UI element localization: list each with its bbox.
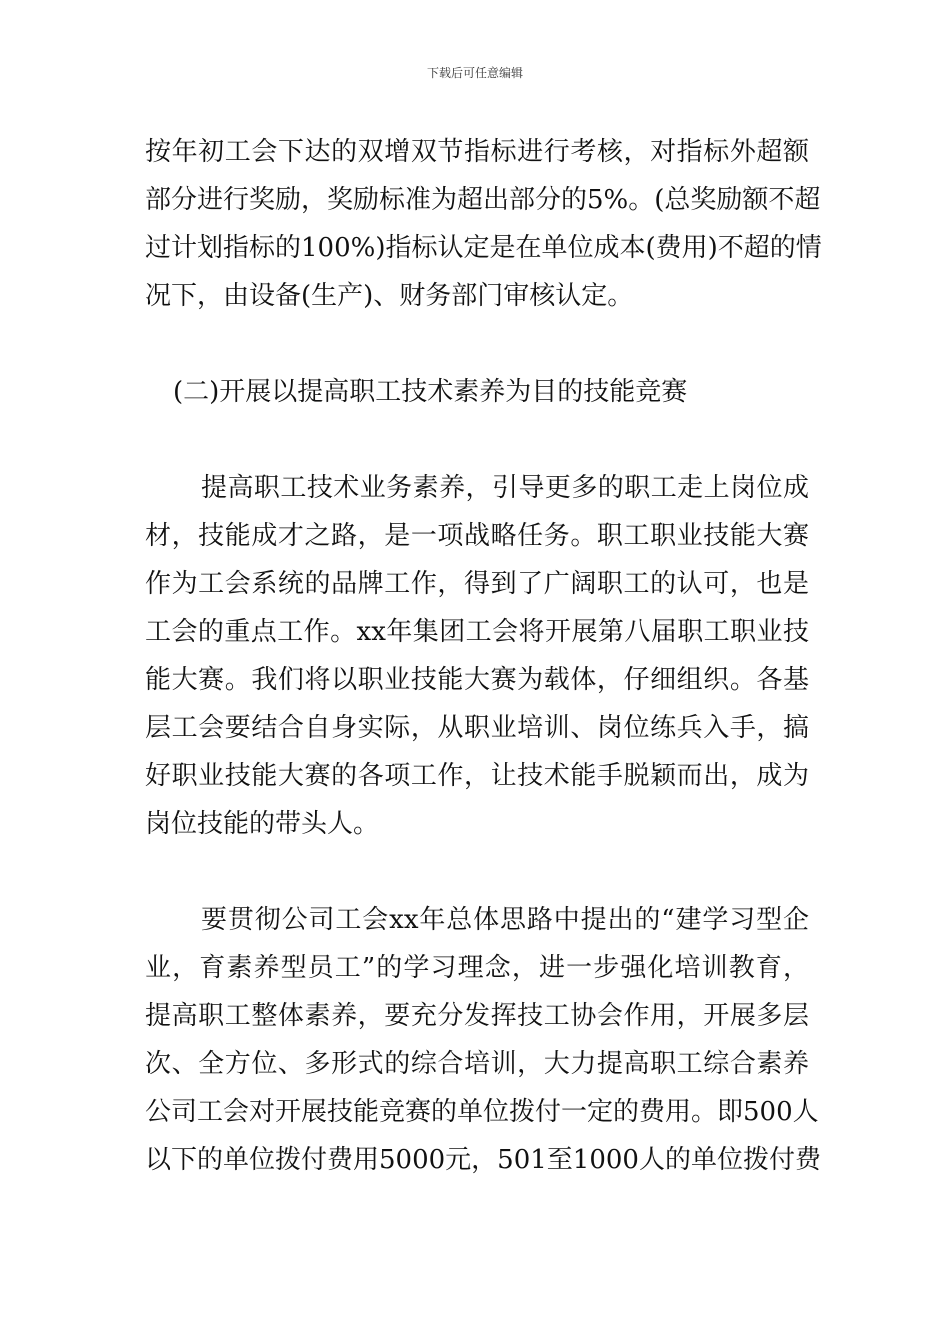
document-body — [145, 128, 822, 1184]
paragraph-2 — [145, 464, 809, 848]
text-line: 能大赛。我们将以职业技能大赛为载体，仔细组织。各基 — [145, 665, 809, 695]
text-line: 提高职工整体素养，要充分发挥技工协会作用，开展多层 — [145, 1001, 809, 1031]
paragraph-1 — [145, 128, 822, 320]
text-line: 业，育素养型员工”的学习理念，进一步强化培训教育， — [145, 953, 809, 983]
text-line: 工会的重点工作。xx年集团工会将开展第八届职工职业技 — [145, 617, 809, 647]
text-line: 要贯彻公司工会xx年总体思路中提出的“建学习型企 — [201, 905, 809, 935]
section-heading — [145, 368, 809, 416]
paragraph-gap — [145, 848, 809, 896]
text-line: 按年初工会下达的双增双节指标进行考核，对指标外超额 — [145, 137, 809, 167]
text-line: 提高职工技术业务素养，引导更多的职工走上岗位成 — [201, 473, 809, 503]
text-line: 好职业技能大赛的各项工作，让技术能手脱颖而出，成为 — [145, 761, 809, 791]
paragraph-3 — [145, 896, 821, 1184]
page-header: 下载后可任意编辑 — [426, 66, 523, 80]
text-line: 岗位技能的带头人。 — [145, 809, 380, 839]
text-line: 公司工会对开展技能竞赛的单位拨付一定的费用。即500人 — [145, 1097, 819, 1127]
text-line: 以下的单位拨付费用5000元，501至1000人的单位拨付费 — [145, 1145, 821, 1175]
text-line: 次、全方位、多形式的综合培训，大力提高职工综合素养 — [145, 1049, 809, 1079]
text-line: 过计划指标的100%)指标认定是在单位成本(费用)不超的情 — [145, 233, 822, 263]
text-line: 部分进行奖励，奖励标准为超出部分的5%。(总奖励额不超 — [145, 185, 821, 215]
text-line: 作为工会系统的品牌工作，得到了广阔职工的认可，也是 — [145, 569, 809, 599]
text-line: 材，技能成才之路，是一项战略任务。职工职业技能大赛 — [145, 521, 809, 551]
text-line: 况下，由设备(生产)、财务部门审核认定。 — [145, 281, 634, 311]
paragraph-gap — [145, 320, 809, 368]
paragraph-gap — [145, 416, 809, 464]
text-line: 层工会要结合自身实际，从职业培训、岗位练兵入手，搞 — [145, 713, 809, 743]
heading-text: (二)开展以提高职工技术素养为目的技能竞赛 — [173, 377, 688, 407]
